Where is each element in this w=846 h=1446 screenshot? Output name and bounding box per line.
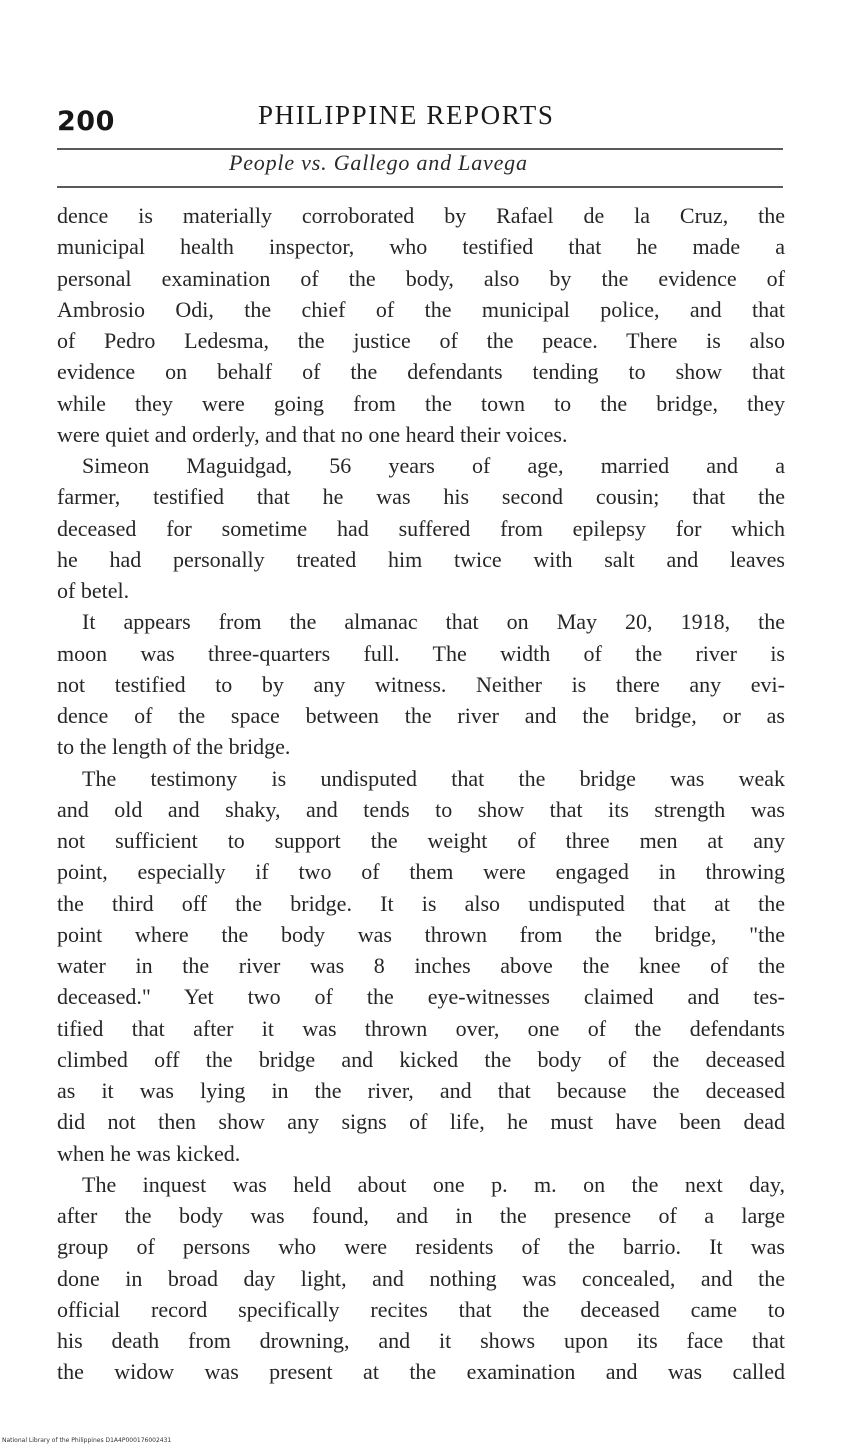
text-line: water in the river was 8 inches above the knee of the (57, 953, 785, 978)
text-line: he had personally treated him twice with salt and leaves (57, 546, 785, 572)
header-rule-bottom (57, 186, 783, 188)
text-line: The testimony is undisputed that the bridge was weak (82, 765, 785, 791)
text-line: were quiet and orderly, and that no one heard their voices. (57, 421, 568, 447)
text-line: and old and shaky, and tends to show that its strength was (57, 796, 785, 822)
text-line: did not then show any signs of life, he must have been dead (57, 1109, 785, 1135)
text-line: climbed off the bridge and kicked the body of the deceased (57, 1046, 785, 1072)
text-line: point, especially if two of them were engaged in throwing (57, 859, 785, 885)
text-line: It appears from the almanac that on May 20, 1918, the (82, 609, 785, 635)
archive-footer-note: National Library of the Philippines D1A4P000176002431 (2, 1437, 172, 1444)
text-line: group of persons who were residents of the barrio. It was (57, 1234, 785, 1260)
text-line: personal examination of the body, also by the evidence of (57, 265, 785, 291)
text-line: point where the body was thrown from the bridge, "the (57, 921, 785, 947)
case-caption: People vs. Gallego and Lavega (229, 150, 528, 175)
text-line: his death from drowning, and it shows upon its face that (57, 1328, 785, 1353)
text-line: after the body was found, and in the presence of a large (57, 1203, 785, 1228)
body-text (57, 200, 785, 1388)
text-line: The inquest was held about one p. m. on the next day, (82, 1171, 785, 1197)
text-line: tified that after it was thrown over, one of the defendants (57, 1015, 785, 1041)
text-line: Simeon Maguidgad, 56 years of age, married and a (82, 453, 785, 478)
page-number: 200 (57, 106, 115, 137)
text-line: moon was three-quarters full. The width of the river is (57, 640, 785, 666)
text-line: to the length of the bridge. (57, 734, 291, 760)
text-line: the third off the bridge. It is also undisputed that at the (57, 890, 785, 916)
text-line: done in broad day light, and nothing was concealed, and the (57, 1265, 785, 1291)
text-line: official record specifically recites that the deceased came to (57, 1296, 785, 1322)
text-line: while they were going from the town to the bridge, they (57, 390, 785, 416)
text-line: dence of the space between the river and the bridge, or as (57, 703, 785, 728)
running-head: PHILIPPINE REPORTS (258, 100, 555, 130)
text-line: of betel. (57, 578, 130, 603)
text-line: municipal health inspector, who testified that he made a (57, 234, 785, 260)
text-line: farmer, testified that he was his second cousin; that the (57, 484, 785, 510)
text-line: dence is materially corroborated by Rafael de la Cruz, the (57, 203, 785, 228)
text-line: deceased." Yet two of the eye-witnesses claimed and tes- (57, 984, 785, 1010)
text-line: not sufficient to support the weight of three men at any (57, 828, 785, 853)
text-line: as it was lying in the river, and that because the deceased (57, 1078, 785, 1103)
text-line: evidence on behalf of the defendants tending to show that (57, 359, 785, 385)
text-line: of Pedro Ledesma, the justice of the peace. There is also (57, 328, 785, 353)
text-line: deceased for sometime had suffered from epilepsy for which (57, 515, 785, 541)
text-line: Ambrosio Odi, the chief of the municipal police, and that (57, 296, 785, 322)
text-line: not testified to by any witness. Neither is there any evi- (57, 671, 785, 697)
text-line: the widow was present at the examination and was called (57, 1359, 785, 1385)
text-line: when he was kicked. (57, 1140, 241, 1166)
